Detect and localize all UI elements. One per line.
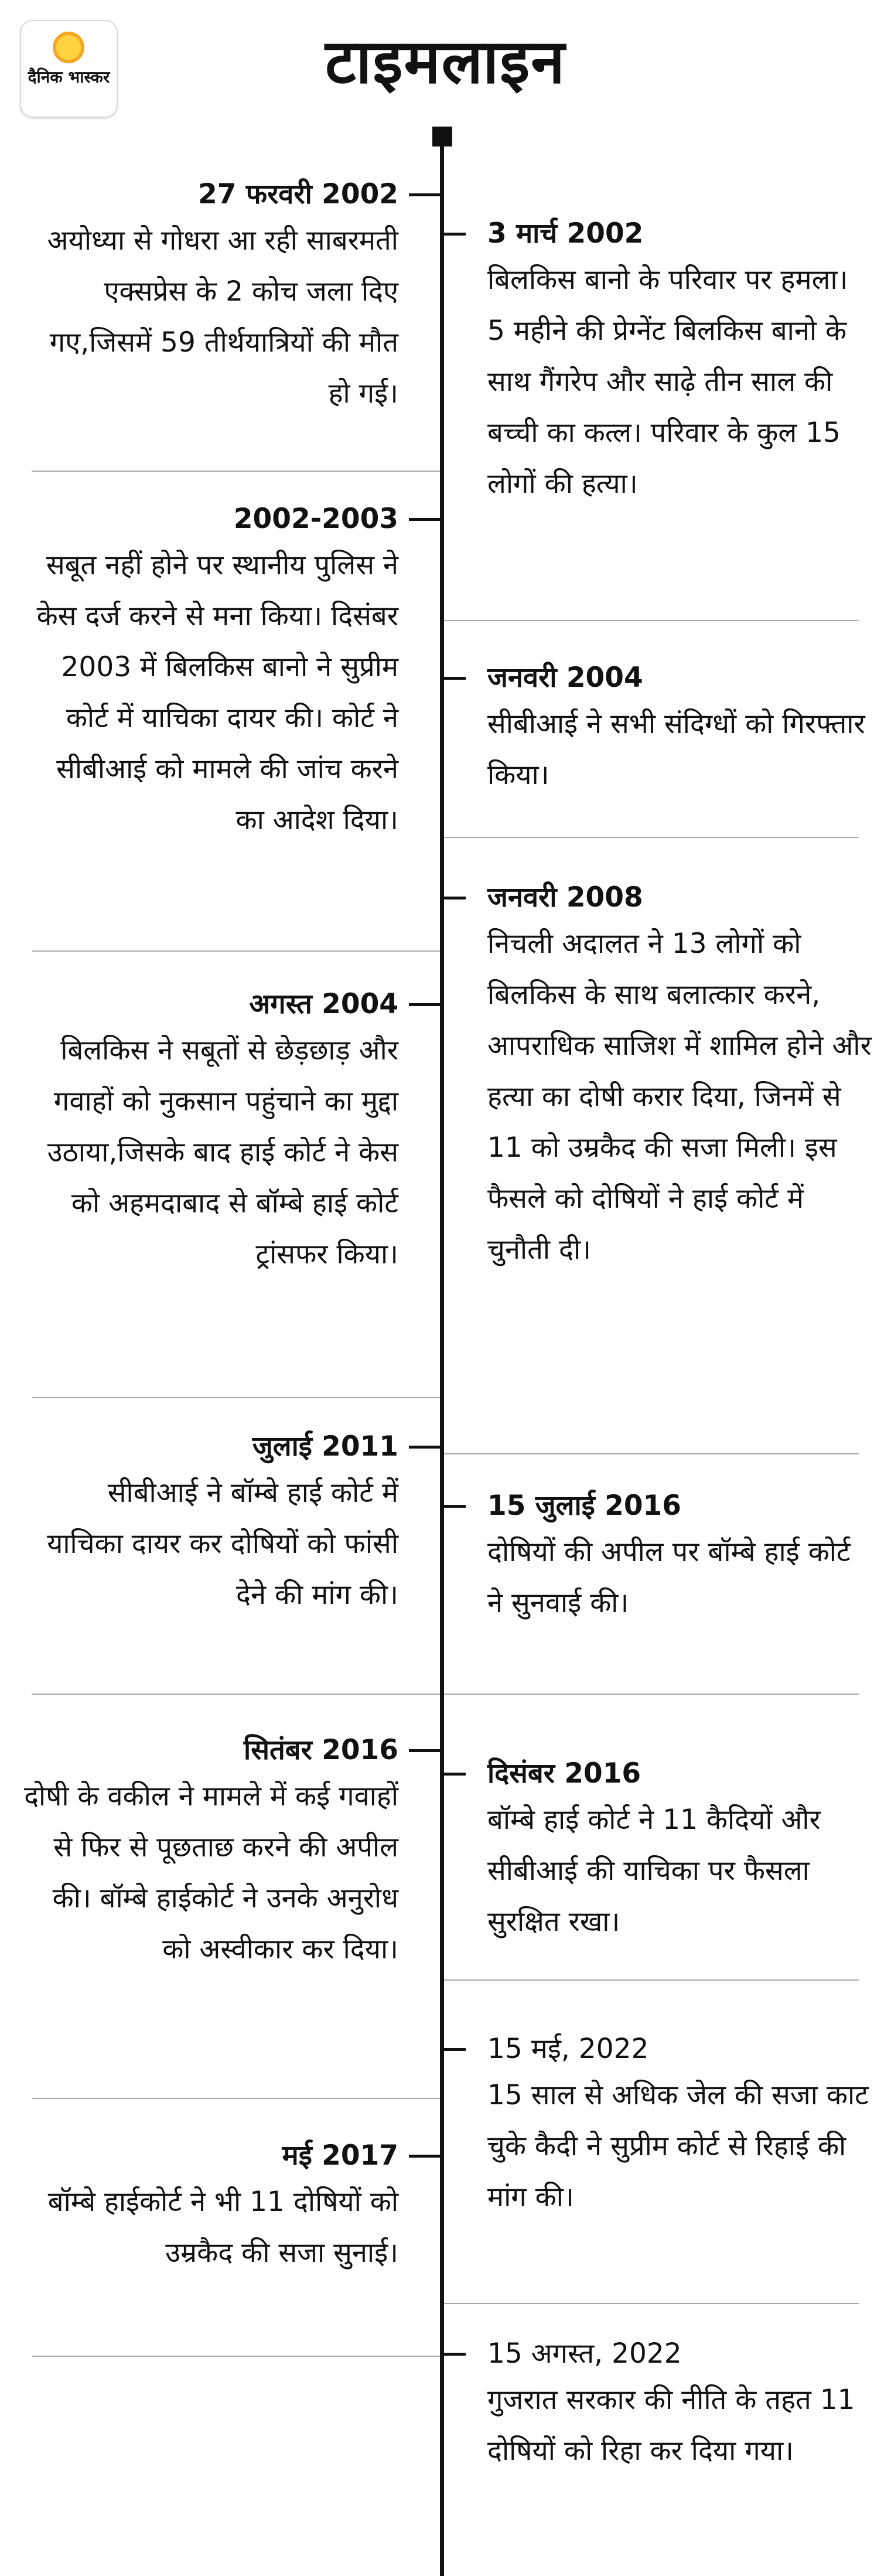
right-divider (444, 2303, 859, 2304)
left-event-tick (409, 1003, 440, 1006)
event-date: अगस्त 2004 (249, 988, 398, 1020)
left-divider (32, 1694, 440, 1695)
right-divider (444, 837, 859, 838)
event-description: बिलकिस बानो के परिवार पर हमला। 5 महीने की प्रेग्नेंट बिलकिस बानो के साथ गैंगरेप और साढ़े तीन साल की बच्ची का कत्ल। परिवार के कुल 15 लोगों की हत्या। (487, 264, 848, 500)
event-date: 15 मई, 2022 (487, 2033, 649, 2065)
page-title: टाइमलाइन (325, 26, 566, 97)
right-event-tick (444, 1505, 466, 1508)
event-description: सबूत नहीं होने पर स्थानीय पुलिस ने केस दर्ज करने से मना किया। दिसंबर 2003 में बिलकिस बानो ने सुप्रीम कोर्ट में याचिका दायर की। कोर्ट ने सीबीआई को मामले की जांच करने का आदेश दिया। (36, 549, 398, 836)
timeline-event (487, 881, 874, 1275)
timeline-start-marker (432, 127, 452, 146)
left-event-tick (409, 2155, 440, 2158)
right-divider (444, 620, 859, 621)
event-date: 15 अगस्त, 2022 (487, 2338, 682, 2370)
event-date: सितंबर 2016 (244, 1734, 398, 1766)
left-divider (32, 2356, 440, 2357)
event-date: जुलाई 2011 (252, 1430, 398, 1463)
right-event-tick (444, 1773, 466, 1776)
left-divider (32, 950, 440, 952)
timeline-event (487, 2032, 874, 2223)
event-description: दोषी के वकील ने मामले में कई गवाहों से फिर से पूछताछ करने की अपील की। बॉम्बे हाईकोर्ट ने उनके अनुरोध को अस्वीकार कर दिया। (24, 1780, 398, 1965)
timeline-event (23, 2139, 398, 2278)
event-date: 3 मार्च 2002 (487, 217, 644, 250)
event-description: बॉम्बे हाई कोर्ट ने 11 कैदियों और सीबीआई की याचिका पर फैसला सुरक्षित रखा। (487, 1804, 821, 1938)
timeline-event (23, 1733, 398, 1975)
logo-text: दैनिक भास्कर (28, 67, 110, 87)
event-description: अयोध्या से गोधरा आ रही साबरमती एक्सप्रेस के 2 कोच जला दिए गए,जिसमें 59 तीर्थयात्रियों की मौत हो गई। (47, 224, 398, 410)
timeline-event (487, 661, 874, 800)
event-date: मई 2017 (282, 2139, 398, 2172)
left-divider (32, 2098, 440, 2099)
timeline-event (23, 502, 398, 846)
right-divider (444, 1453, 859, 1454)
right-event-tick (444, 2353, 466, 2356)
timeline-event (23, 178, 398, 419)
event-description: बिलकिस ने सबूतों से छेड़छाड़ और गवाहों को नुकसान पहुंचाने का मुद्दा उठाया,जिसके बाद हाई कोर्ट ने केस को अहमदाबाद से बॉम्बे हाई कोर्ट ट्रांसफर किया। (47, 1034, 398, 1270)
event-description: निचली अदालत ने 13 लोगों को बिलकिस के साथ बलात्कार करने, आपराधिक साजिश में शामिल होने और हत्या का दोषी करार दिया, जिनमें से 11 को उम्रकैद की सजा मिली। इस फैसले को दोषियों ने हाई कोर्ट में चुनौती दी। (487, 928, 872, 1266)
event-description: सीबीआई ने सभी संदिग्धों को गिरफ्तार किया। (487, 708, 865, 791)
right-divider (444, 1979, 859, 1981)
event-date: दिसंबर 2016 (487, 1757, 641, 1790)
timeline-event (23, 987, 398, 1280)
left-event-tick (409, 193, 440, 196)
event-date: 2002-2003 (233, 503, 398, 535)
left-divider (32, 1397, 440, 1398)
event-date: 15 जुलाई 2016 (487, 1490, 681, 1522)
timeline-event (487, 1489, 874, 1628)
right-divider (444, 1694, 859, 1695)
left-event-tick (409, 1446, 440, 1449)
timeline-event (23, 1430, 398, 1620)
right-event-tick (444, 2048, 466, 2051)
event-description: बॉम्बे हाईकोर्ट ने भी 11 दोषियों को उम्रकैद की सजा सुनाई। (47, 2186, 398, 2269)
timeline-event (487, 217, 874, 509)
timeline-event (487, 1757, 874, 1947)
right-event-tick (444, 897, 466, 899)
left-divider (32, 471, 440, 472)
left-event-tick (409, 518, 440, 521)
right-event-tick (444, 677, 466, 680)
event-description: 15 साल से अधिक जेल की सजा काट चुके कैदी ने सुप्रीम कोर्ट से रिहाई की मांग की। (487, 2079, 869, 2213)
event-date: 27 फरवरी 2002 (198, 178, 398, 210)
event-description: सीबीआई ने बॉम्बे हाई कोर्ट में याचिका दायर कर दोषियों को फांसी देने की मांग की। (47, 1477, 398, 1611)
timeline-event (487, 2337, 874, 2476)
event-date: जनवरी 2008 (487, 881, 643, 914)
event-description: गुजरात सरकार की नीति के तहत 11 दोषियों को रिहा कर दिया गया। (487, 2384, 855, 2467)
event-description: दोषियों की अपील पर बॉम्बे हाई कोर्ट ने सुनवाई की। (487, 1536, 851, 1619)
event-date: जनवरी 2004 (487, 662, 643, 694)
timeline-axis (440, 135, 444, 2576)
left-event-tick (409, 1749, 440, 1752)
right-event-tick (444, 233, 466, 236)
